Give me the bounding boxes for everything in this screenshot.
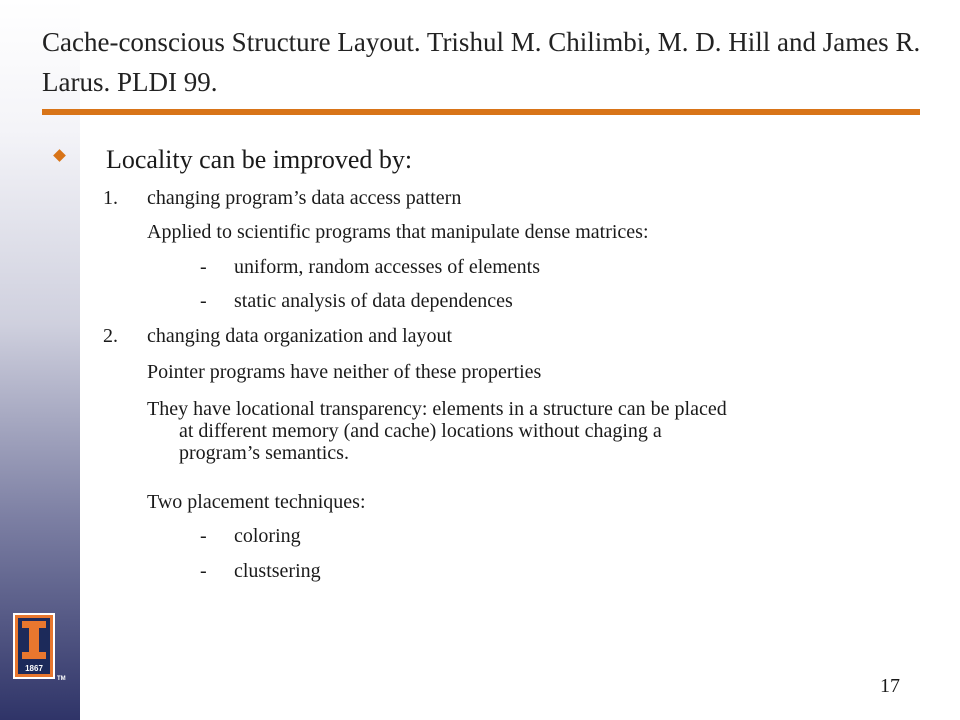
page-number: 17 bbox=[880, 675, 900, 697]
item1-point1-dash: - bbox=[200, 256, 207, 278]
item2-subtext2-line1: They have locational transparency: elements in a structure can be placed bbox=[147, 398, 727, 420]
item1-text: changing program’s data access pattern bbox=[147, 187, 462, 209]
item1-point1-text: uniform, random accesses of elements bbox=[234, 256, 541, 278]
logo-trademark: TM bbox=[57, 676, 66, 682]
item2-subtext2-line2: at different memory (and cache) locations without chaging a bbox=[179, 420, 662, 442]
item1-point2-dash: - bbox=[200, 290, 207, 312]
title-divider bbox=[42, 109, 920, 115]
item2-point1-dash: - bbox=[200, 525, 207, 547]
item2-subtext3: Two placement techniques: bbox=[147, 491, 366, 513]
main-bullet-text: Locality can be improved by: bbox=[106, 145, 413, 174]
item2-subtext1: Pointer programs have neither of these properties bbox=[147, 361, 542, 383]
item2-point2-text: clustsering bbox=[234, 560, 321, 582]
item1-number: 1. bbox=[103, 187, 118, 209]
item2-subtext2-paragraph bbox=[147, 398, 907, 464]
logo-year: 1867 bbox=[25, 664, 43, 673]
item2-subtext2-line3: program’s semantics. bbox=[179, 442, 349, 464]
slide-title: Cache-conscious Structure Layout. Trishul M. Chilimbi, M. D. Hill and James R. Larus. PLDI 99. bbox=[42, 27, 921, 97]
item1-point2-text: static analysis of data dependences bbox=[234, 290, 513, 312]
item2-text: changing data organization and layout bbox=[147, 325, 453, 347]
item2-point2-dash: - bbox=[200, 560, 207, 582]
item2-point1-text: coloring bbox=[234, 525, 301, 547]
university-logo-icon bbox=[12, 612, 72, 692]
item1-subtext: Applied to scientific programs that manipulate dense matrices: bbox=[147, 221, 649, 243]
item2-number: 2. bbox=[103, 325, 118, 347]
